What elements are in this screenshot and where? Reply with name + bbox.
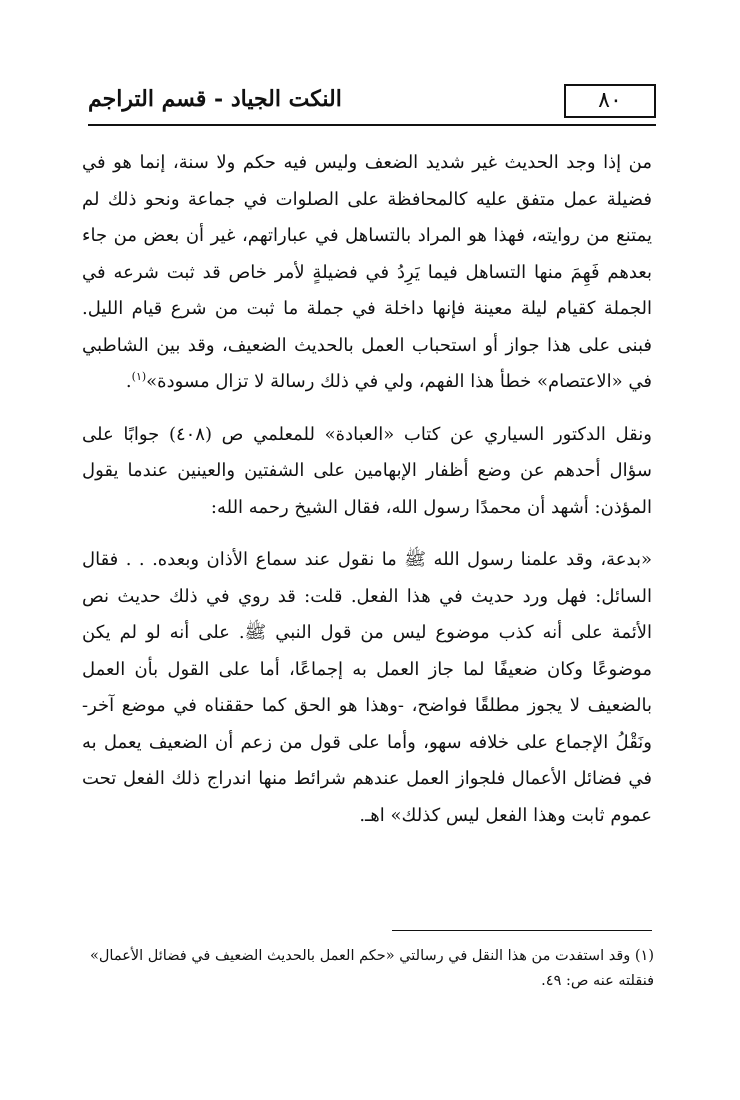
footnote-rule [392,930,652,931]
paragraph-3-quote: «بدعة، وقد علمنا رسول الله ﷺ ما نقول عند سماع الأذان وبعده. . . فقال السائل: فهل ورد حديث في هذا الفعل. قلت: قد روي في ذلك حديث نص الأئمة على أنه كذب موضوع ليس من قول النبي ﷺ. على أنه لو لم يكن موضوعًا وكان ضعيفًا لما جاز العمل به إجماعًا، أما على القول بأن العمل بالضعيف لا يجوز مطلقًا فواضح، -وهذا هو الحق كما حققناه في موضع آخر- ونَقْلُ الإجماع على خلافه سهو، وأما على قول من زعم أن الضعيف يعمل به في فضائل الأعمال فلجواز العمل عندهم شرائط منها اندراج ذلك الفعل تحت عموم ثابت وهذا الفعل ليس كذلك» اهـ. [82,549,652,826]
paragraph-1 [82,145,652,401]
header-rule [88,124,656,126]
footnote [88,944,654,994]
paragraph-1-text: من إذا وجد الحديث غير شديد الضعف وليس فيه حكم ولا سنة، إنما هو في فضيلة عمل متفق عليه كالمحافظة على الصلوات في جماعة ونحو ذلك لم يمتنع من روايته، فهذا هو المراد بالتساهل في عباراتهم، غير أن بعض من جاء بعدهم فَهِمَ منها التساهل فيما يَرِدُ في فضيلةٍ لأمر خاص قد ثبت شرعه في الجملة كقيام ليلة معينة فإنها داخلة في جملة ما ثبت من شرع قيام الليل. فبنى على هذا جواز أو استحباب العمل بالحديث الضعيف، وقد بين الشاطبي في «الاعتصام» خطأ هذا الفهم، ولي في ذلك رسالة لا تزال مسودة» [82,152,652,392]
running-title: النكت الجياد - قسم التراجم [88,86,342,112]
paragraph-2: ونقل الدكتور السياري عن كتاب «العبادة» للمعلمي ص (٤٠٨) جوابًا على سؤال أحدهم عن وضع أظفار الإبهامين على الشفتين والعينين عندما يقول المؤذن: أشهد أن محمدًا رسول الله، فقال الشيخ رحمه الله: [82,423,652,518]
page-header [88,84,656,124]
paragraph-gap [82,526,652,542]
paragraph-gap [82,401,652,417]
footnote-line-2: فنقلته عنه ص: ٤٩. [541,973,654,989]
footnote-marker: (١) [131,370,147,383]
main-text [82,145,652,834]
page-number: ٨٠ [564,84,656,118]
footnote-line-1: (١) وقد استفدت من هذا النقل في رسالتي «حكم العمل بالحديث الضعيف في فضائل الأعمال» [90,948,654,964]
paragraph-1-end: . [125,371,132,392]
